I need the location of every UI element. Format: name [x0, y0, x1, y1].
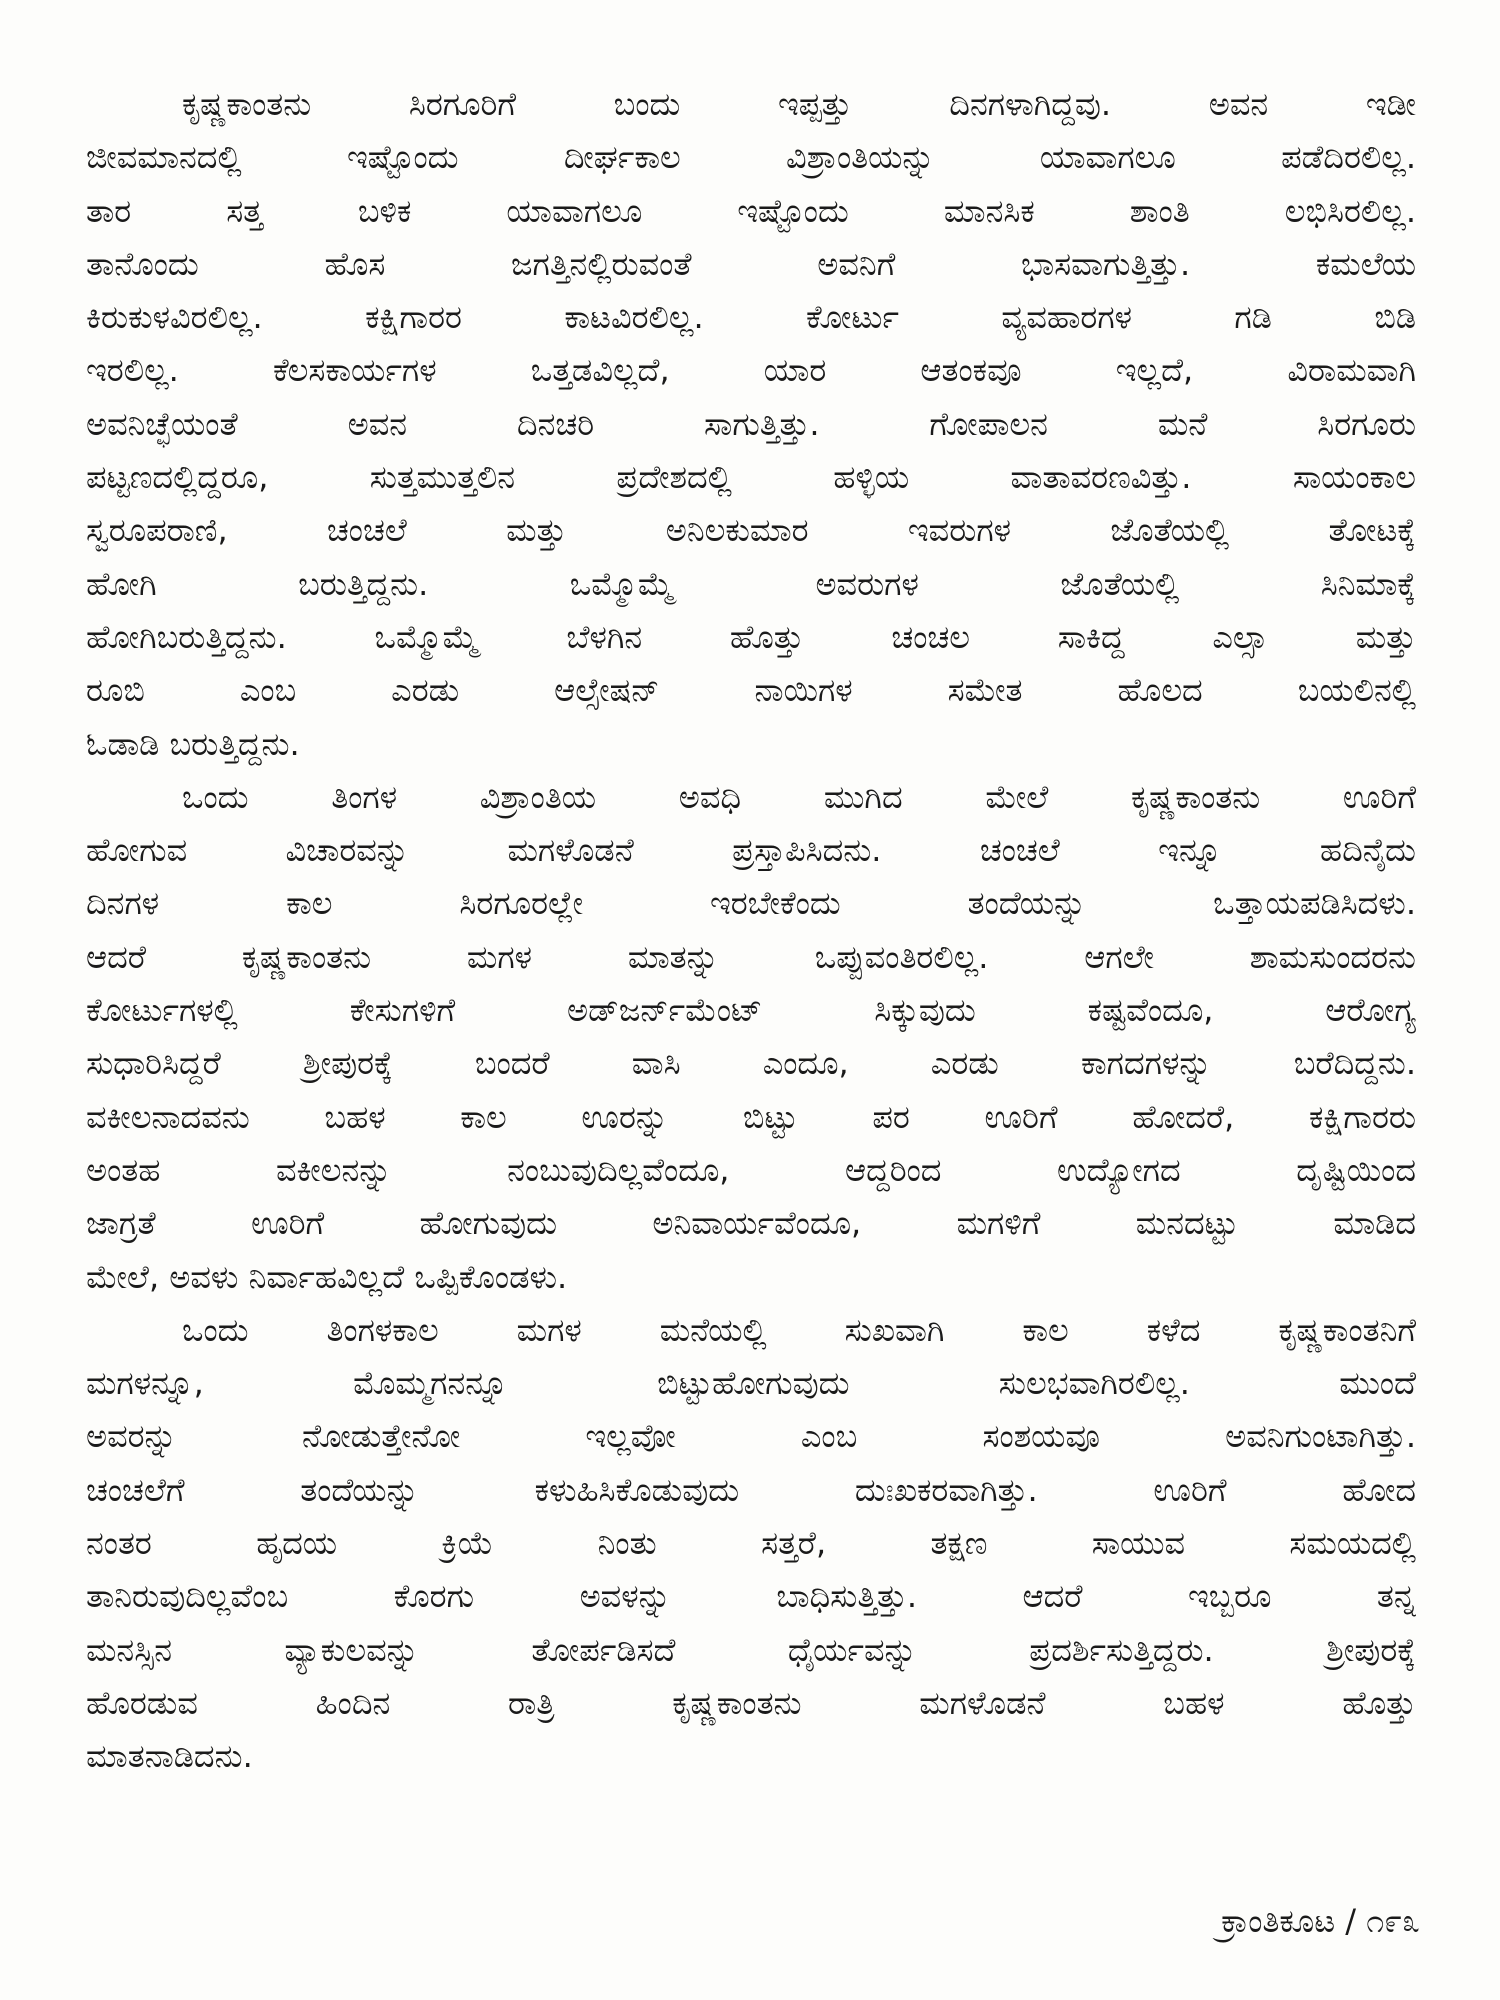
text-line: ಪಟ್ಟಣದಲ್ಲಿದ್ದರೂ, ಸುತ್ತಮುತ್ತಲಿನ ಪ್ರದೇಶದಲ್ಲಿ ಹಳ್ಳಿಯ ವಾತಾವರಣವಿತ್ತು. ಸಾಯಂಕಾಲ: [86, 458, 1416, 497]
text-line: ತಾನಿರುವುದಿಲ್ಲವೆಂಬ ಕೊರಗು ಅವಳನ್ನು ಬಾಧಿಸುತ್ತಿತ್ತು. ಆದರೆ ಇಬ್ಬರೂ ತನ್ನ: [86, 1577, 1416, 1616]
text-line: ತಾರ ಸತ್ತ ಬಳಿಕ ಯಾವಾಗಲೂ ಇಷ್ಟೊಂದು ಮಾನಸಿಕ ಶಾಂತಿ ಲಭಿಸಿರಲಿಲ್ಲ.: [86, 191, 1416, 230]
text-line: ಕೋರ್ಟುಗಳಲ್ಲಿ ಕೇಸುಗಳಿಗೆ ಅಡ್‌ಜರ್ನ್‌ಮೆಂಟ್ ಸಿಕ್ಕುವುದು ಕಷ್ಟವೆಂದೂ, ಆರೋಗ್ಯ: [86, 991, 1416, 1030]
text-line: ಆದರೆ ಕೃಷ್ಣಕಾಂತನು ಮಗಳ ಮಾತನ್ನು ಒಪ್ಪುವಂತಿರಲಿಲ್ಲ. ಆಗಲೇ ಶಾಮಸುಂದರನು: [86, 937, 1416, 976]
text-line: ಕಿರುಕುಳವಿರಲಿಲ್ಲ. ಕಕ್ಷಿಗಾರರ ಕಾಟವಿರಲಿಲ್ಲ. ಕೋರ್ಟು ವ್ಯವಹಾರಗಳ ಗಡಿ ಬಿಡಿ: [86, 298, 1416, 337]
text-line: ಒಂದು ತಿಂಗಳಕಾಲ ಮಗಳ ಮನೆಯಲ್ಲಿ ಸುಖವಾಗಿ ಕಾಲ ಕಳೆದ ಕೃಷ್ಣಕಾಂತನಿಗೆ: [182, 1310, 1416, 1349]
text-line: ಓಡಾಡಿ ಬರುತ್ತಿದ್ದನು.: [86, 724, 300, 763]
text-line: ಚಂಚಲೆಗೆ ತಂದೆಯನ್ನು ಕಳುಹಿಸಿಕೊಡುವುದು ದುಃಖಕರವಾಗಿತ್ತು. ಊರಿಗೆ ಹೋದ: [86, 1470, 1416, 1509]
text-line: ಮಾತನಾಡಿದನು.: [86, 1737, 253, 1776]
text-line: ತಾನೊಂದು ಹೊಸ ಜಗತ್ತಿನಲ್ಲಿರುವಂತೆ ಅವನಿಗೆ ಭಾಸವಾಗುತ್ತಿತ್ತು. ಕಮಲೆಯ: [86, 244, 1416, 283]
text-line: ನಂತರ ಹೃದಯ ಕ್ರಿಯೆ ನಿಂತು ಸತ್ತರೆ, ತಕ್ಷಣ ಸಾಯುವ ಸಮಯದಲ್ಲಿ: [86, 1524, 1416, 1563]
paragraph: [86, 1304, 1416, 1784]
page-footer: ಕ್ರಾಂತಿಕೂಟ / ೧೯೩: [1221, 1902, 1420, 1940]
text-line: ಮಗಳನ್ನೂ, ಮೊಮ್ಮಗನನ್ನೂ ಬಿಟ್ಟುಹೋಗುವುದು ಸುಲಭವಾಗಿರಲಿಲ್ಲ. ಮುಂದೆ: [86, 1364, 1416, 1403]
text-line: ಜೀವಮಾನದಲ್ಲಿ ಇಷ್ಟೊಂದು ದೀರ್ಘಕಾಲ ವಿಶ್ರಾಂತಿಯನ್ನು ಯಾವಾಗಲೂ ಪಡೆದಿರಲಿಲ್ಲ.: [86, 138, 1416, 177]
text-line: ರೂಬಿ ಎಂಬ ಎರಡು ಆಲ್ಸೇಷನ್ ನಾಯಿಗಳ ಸಮೇತ ಹೊಲದ ಬಯಲಿನಲ್ಲಿ: [86, 671, 1416, 710]
text-line: ಹೊರಡುವ ಹಿಂದಿನ ರಾತ್ರಿ ಕೃಷ್ಣಕಾಂತನು ಮಗಳೊಡನೆ ಬಹಳ ಹೊತ್ತು: [86, 1683, 1416, 1722]
text-line: ಮೇಲೆ, ಅವಳು ನಿರ್ವಾಹವಿಲ್ಲದೆ ಒಪ್ಪಿಕೊಂಡಳು.: [86, 1257, 568, 1296]
body-text: [86, 78, 1416, 1784]
text-line: ಸ್ವರೂಪರಾಣಿ, ಚಂಚಲೆ ಮತ್ತು ಅನಿಲಕುಮಾರ ಇವರುಗಳ ಜೊತೆಯಲ್ಲಿ ತೋಟಕ್ಕೆ: [86, 511, 1416, 550]
text-line: ಅವನಿಚ್ಛೆಯಂತೆ ಅವನ ದಿನಚರಿ ಸಾಗುತ್ತಿತ್ತು. ಗೋಪಾಲನ ಮನೆ ಸಿರಗೂರು: [86, 404, 1416, 443]
text-line: ವಕೀಲನಾದವನು ಬಹಳ ಕಾಲ ಊರನ್ನು ಬಿಟ್ಟು ಪರ ಊರಿಗೆ ಹೋದರೆ, ಕಕ್ಷಿಗಾರರು: [86, 1097, 1416, 1136]
text-line: ಸುಧಾರಿಸಿದ್ದರೆ ಶ್ರೀಪುರಕ್ಕೆ ಬಂದರೆ ವಾಸಿ ಎಂದೂ, ಎರಡು ಕಾಗದಗಳನ್ನು ಬರೆದಿದ್ದನು.: [86, 1044, 1416, 1083]
text-line: ಕೃಷ್ಣಕಾಂತನು ಸಿರಗೂರಿಗೆ ಬಂದು ಇಪ್ಪತ್ತು ದಿನಗಳಾಗಿದ್ದವು. ಅವನ ಇಡೀ: [182, 85, 1416, 123]
paragraph: [86, 771, 1416, 1304]
text-line: ಹೋಗಿ ಬರುತ್ತಿದ್ದನು. ಒಮ್ಮೊಮ್ಮೆ ಅವರುಗಳ ಜೊತೆಯಲ್ಲಿ ಸಿನಿಮಾಕ್ಕೆ: [86, 564, 1416, 603]
text-line: ಅವರನ್ನು ನೋಡುತ್ತೇನೋ ಇಲ್ಲವೋ ಎಂಬ ಸಂಶಯವೂ ಅವನಿಗುಂಟಾಗಿತ್ತು.: [86, 1417, 1416, 1456]
text-line: ಮನಸ್ಸಿನ ವ್ಯಾಕುಲವನ್ನು ತೋರ್ಪಡಿಸದೆ ಧೈರ್ಯವನ್ನು ಪ್ರದರ್ಶಿಸುತ್ತಿದ್ದರು. ಶ್ರೀಪುರಕ್ಕೆ: [86, 1630, 1416, 1669]
text-line: ಹೋಗುವ ವಿಚಾರವನ್ನು ಮಗಳೊಡನೆ ಪ್ರಸ್ತಾಪಿಸಿದನು. ಚಂಚಲೆ ಇನ್ನೂ ಹದಿನೈದು: [86, 831, 1416, 870]
text-line: ಹೋಗಿಬರುತ್ತಿದ್ದನು. ಒಮ್ಮೊಮ್ಮೆ ಬೆಳಗಿನ ಹೊತ್ತು ಚಂಚಲ ಸಾಕಿದ್ದ ಎಲ್ಸಾ ಮತ್ತು: [86, 617, 1416, 656]
paragraph: [86, 78, 1416, 771]
text-line: ಒಂದು ತಿಂಗಳ ವಿಶ್ರಾಂತಿಯ ಅವಧಿ ಮುಗಿದ ಮೇಲೆ ಕೃಷ್ಣಕಾಂತನು ಊರಿಗೆ: [182, 777, 1416, 816]
text-line: ದಿನಗಳ ಕಾಲ ಸಿರಗೂರಲ್ಲೇ ಇರಬೇಕೆಂದು ತಂದೆಯನ್ನು ಒತ್ತಾಯಪಡಿಸಿದಳು.: [86, 884, 1416, 923]
text-line: ಜಾಗ್ರತೆ ಊರಿಗೆ ಹೋಗುವುದು ಅನಿವಾರ್ಯವೆಂದೂ, ಮಗಳಿಗೆ ಮನದಟ್ಟು ಮಾಡಿದ: [86, 1204, 1416, 1243]
text-line: ಅಂತಹ ವಕೀಲನನ್ನು ನಂಬುವುದಿಲ್ಲವೆಂದೂ, ಆದ್ದರಿಂದ ಉದ್ಯೋಗದ ದೃಷ್ಟಿಯಿಂದ: [86, 1150, 1416, 1189]
text-line: ಇರಲಿಲ್ಲ. ಕೆಲಸಕಾರ್ಯಗಳ ಒತ್ತಡವಿಲ್ಲದೆ, ಯಾರ ಆತಂಕವೂ ಇಲ್ಲದೆ, ವಿರಾಮವಾಗಿ: [86, 351, 1416, 390]
